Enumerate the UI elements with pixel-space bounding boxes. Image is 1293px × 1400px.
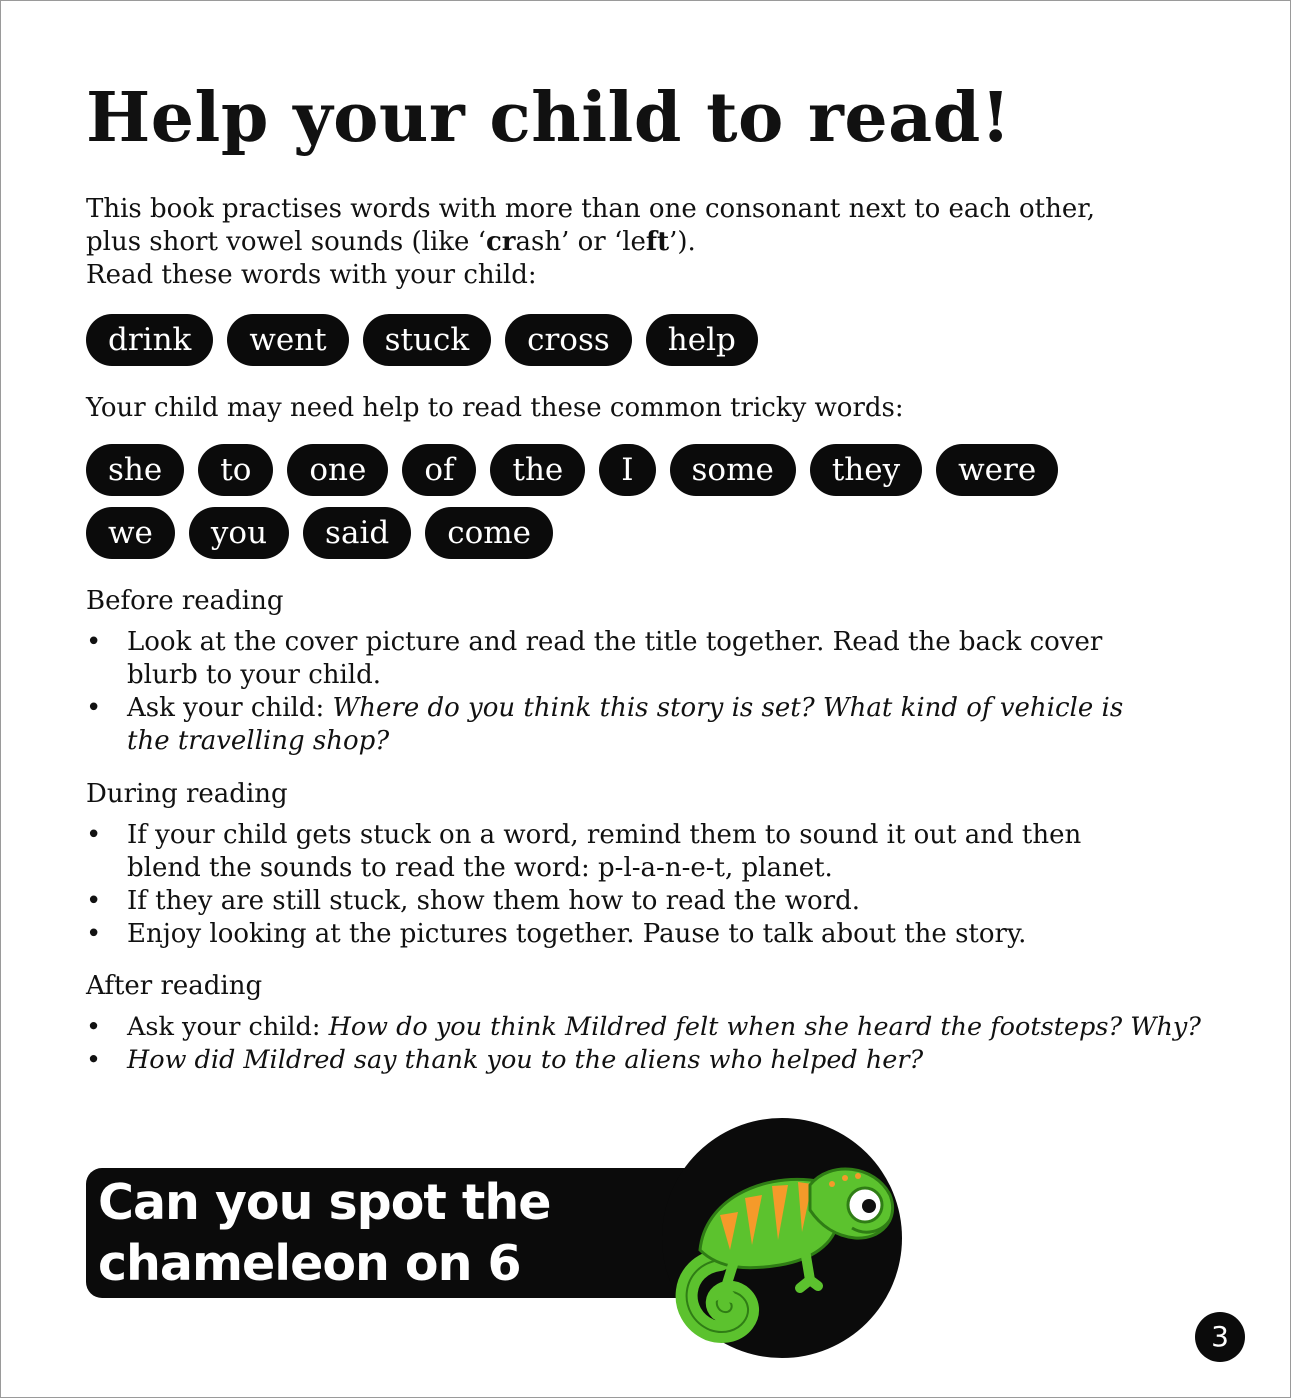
list-item: • Ask your child: How do you think Mildred felt when she heard the footsteps? Why? — [86, 1012, 1201, 1042]
intro-line-3: Read these words with your child: — [86, 260, 537, 290]
word-pill: stuck — [363, 314, 491, 366]
after-reading-list — [86, 1011, 1286, 1077]
list-item: • How did Mildred say thank you to the aliens who helped her? — [86, 1045, 924, 1075]
practice-words — [86, 314, 758, 366]
page-number: 3 — [1195, 1312, 1245, 1362]
page-title: Help your child to read! — [86, 78, 1012, 158]
word-pill: went — [227, 314, 348, 366]
list-item: • If your child gets stuck on a word, remind them to sound it out and then blend the sounds to read the word: p-l-a-n-e-t, planet. — [86, 820, 1082, 883]
list-item: • Look at the cover picture and read the title together. Read the back cover blurb to your child. — [86, 627, 1103, 690]
chameleon-icon — [660, 1140, 910, 1350]
tricky-word-pill: come — [425, 507, 553, 559]
intro-text — [86, 193, 1206, 292]
list-item: • If they are still stuck, show them how to read the word. — [86, 886, 861, 916]
list-item: • Ask your child: Where do you think this story is set? What kind of vehicle is the travelling shop? — [86, 693, 1124, 756]
intro-line-1: This book practises words with more than one consonant next to each other, — [86, 194, 1096, 224]
tricky-word-pill: I — [599, 444, 655, 496]
tricky-word-pill: to — [198, 444, 273, 496]
tricky-words-row-1 — [86, 444, 1058, 496]
tricky-word-pill: the — [490, 444, 585, 496]
list-item: • Enjoy looking at the pictures together. Pause to talk about the story. — [86, 919, 1027, 949]
during-reading-heading: During reading — [86, 779, 288, 809]
word-pill: help — [646, 314, 758, 366]
tricky-word-pill: said — [303, 507, 411, 559]
during-reading-list — [86, 819, 1146, 951]
tricky-words-row-2 — [86, 507, 553, 559]
after-reading-heading: After reading — [86, 971, 263, 1001]
word-pill: drink — [86, 314, 213, 366]
intro-line-2: plus short vowel sounds (like ‘crash’ or ‘left’). — [86, 227, 696, 257]
word-pill: cross — [505, 314, 632, 366]
tricky-word-pill: were — [936, 444, 1058, 496]
tricky-word-pill: you — [189, 507, 289, 559]
spot-the-chameleon-text: Can you spot the chameleon on 6 pages? — [98, 1174, 551, 1353]
tricky-word-pill: they — [810, 444, 922, 496]
tricky-words-label: Your child may need help to read these common tricky words: — [86, 393, 904, 423]
tricky-word-pill: some — [670, 444, 796, 496]
tricky-word-pill: of — [402, 444, 476, 496]
tricky-word-pill: we — [86, 507, 175, 559]
tricky-word-pill: she — [86, 444, 184, 496]
tricky-word-pill: one — [287, 444, 388, 496]
before-reading-list — [86, 626, 1146, 758]
before-reading-heading: Before reading — [86, 586, 284, 616]
